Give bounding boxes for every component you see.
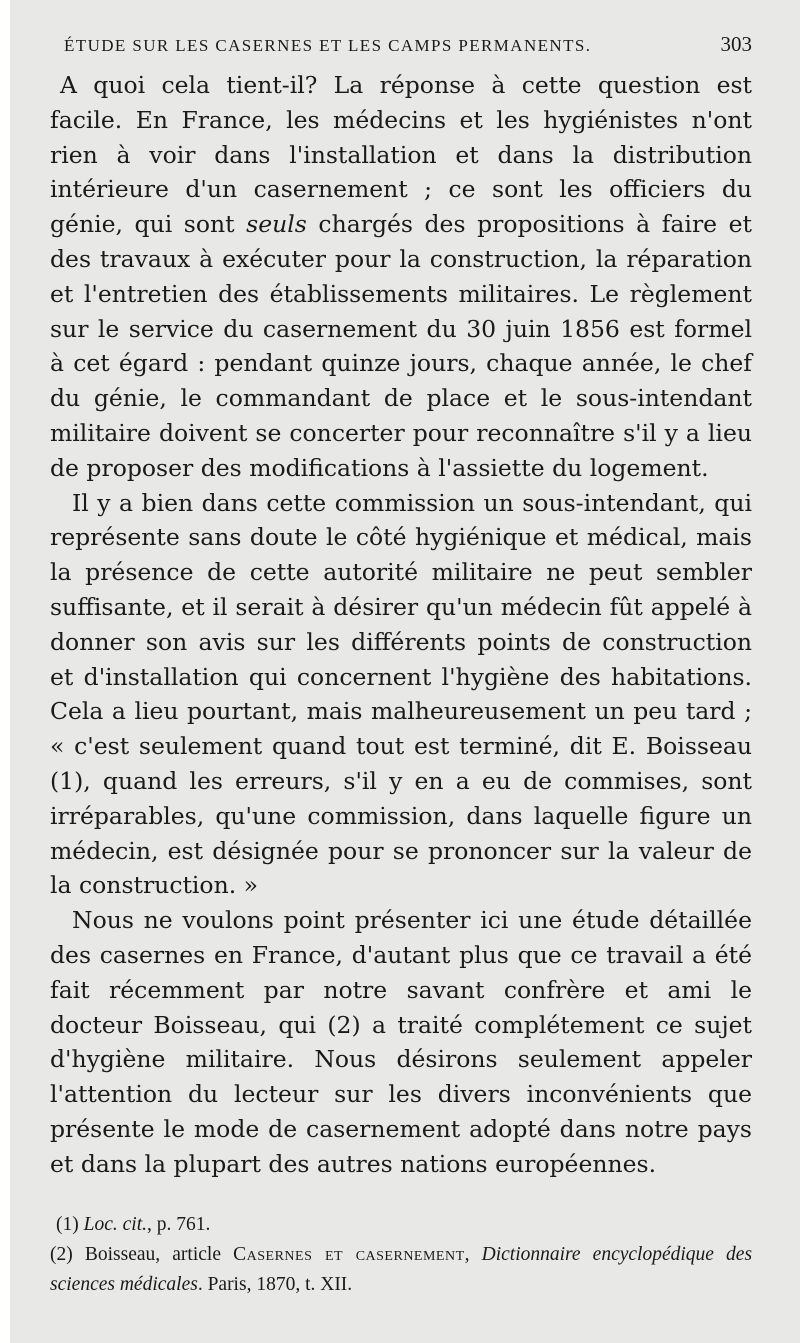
running-title: ÉTUDE SUR LES CASERNES ET LES CAMPS PERMANENTS. — [64, 36, 592, 55]
footnote-2-source: Dictionnaire encyclopédique des sciences médicales — [50, 1243, 753, 1295]
footnote-2-text: Boisseau, article — [84, 1243, 221, 1265]
paragraph-3: Nous ne voulons point présenter ici une étude détaillée des casernes en France, d'autant plus que ce travail a été fait récemment par notre savant confrère et ami le docteur Boisseau, qui (2) a traité complétement ce sujet d'hygiène militaire. Nous désirons seulement appeler l'attention du lecteur sur les divers inconvénients que présente le mode de casernement adopté dans notre pays et dans la plupart des autres nations européennes. — [50, 906, 752, 1178]
footnote-2-text-after: . Paris, 1870, t. XII. — [197, 1273, 353, 1295]
paragraph-1 — [50, 68, 752, 486]
paragraph-1-text: A quoi cela tient-il? La réponse à cette question est facile. En France, les médecins et les hygiénistes n'ont rien à voir dans l'installation et dans la distribution intérieure d'un casernement ; ce sont les officiers du génie, qui sont — [50, 71, 752, 239]
running-header — [64, 32, 752, 62]
footnote-1 — [50, 1210, 752, 1240]
footnote-1-marker: (1) — [56, 1213, 79, 1235]
paragraph-1-text-after: chargés des propositions à faire et des travaux à exécuter pour la construction, la réparation et l'entretien des établissements militaires. Le règlement sur le service du casernement du 30 juin 1856 est formel à cet égard : pendant quinze jours, chaque année, le chef du génie, le commandant de place et le sous-intendant militaire doivent se concerter pour reconnaître s'il y a lieu de proposer des modifications à l'assiette du logement. — [50, 210, 752, 482]
footnote-2 — [50, 1240, 752, 1300]
paragraph-2: Il y a bien dans cette commission un sous-intendant, qui représente sans doute le côté hygiénique et médical, mais la présence de cette autorité militaire ne peut sembler suffisante, et il serait à désirer qu'un médecin fût appelé à donner son avis sur les différents points de construction et d'installation qui concernent l'hygiène des habitations. Cela a lieu pourtant, mais malheureusement un peu tard ; « c'est seulement quand tout est terminé, dit E. Boisseau (1), quand les erreurs, s'il y en a eu de commises, sont irréparables, qu'une commission, dans laquelle figure un médecin, est désignée pour se prononcer sur la valeur de la construction. » — [50, 488, 752, 900]
footnote-2-marker: (2) — [50, 1243, 73, 1265]
body-text — [50, 68, 752, 1182]
footnotes — [50, 1210, 752, 1300]
footnote-1-source: Loc. cit. — [83, 1213, 147, 1235]
footnote-2-separator: , — [464, 1243, 470, 1265]
footnote-2-article-title: Casernes et casernement — [233, 1243, 465, 1265]
paragraph-1-emphasis: seuls — [246, 210, 307, 239]
footnote-1-text: , p. 761. — [147, 1213, 211, 1235]
page-number: 303 — [720, 32, 752, 56]
